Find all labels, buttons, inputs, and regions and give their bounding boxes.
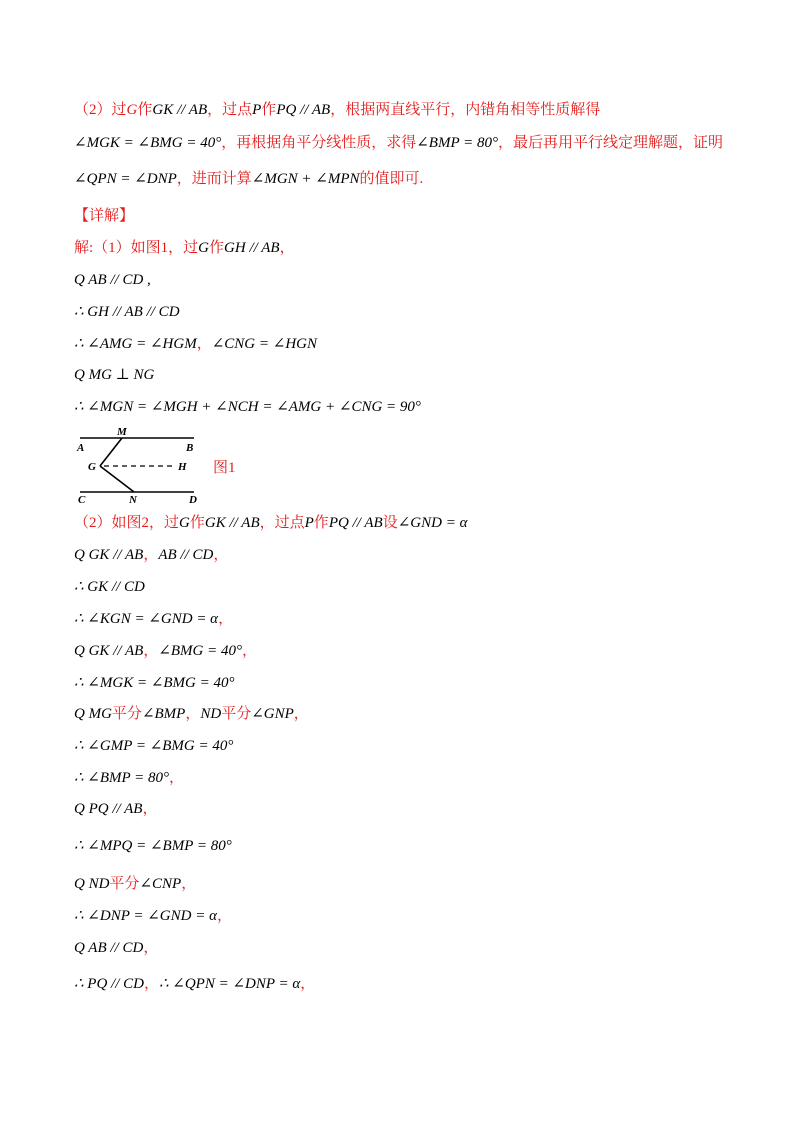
hint-text: ，过点	[207, 102, 253, 118]
solution-text: ，	[293, 706, 309, 722]
solution-text: 作	[209, 240, 225, 256]
math-expression: ∠MGK = ∠BMG = 40°	[74, 135, 222, 151]
solution-line-5: Q MG ⊥ NG	[74, 367, 155, 383]
hint-text: （2）过	[74, 102, 127, 118]
hint-text: ，再根据角平分线性质，求得	[221, 135, 417, 151]
hint-line-2	[74, 133, 723, 153]
solution-text: ，	[143, 976, 159, 992]
solution-part2-line-3: ∴ GK // CD	[74, 579, 145, 595]
solution-part2-line-13	[74, 906, 232, 926]
segment-gn	[100, 466, 134, 492]
solution-text: ，	[142, 801, 158, 817]
math-expression: ∴ ∠AMG = ∠HGM	[74, 336, 197, 352]
hint-text: 作	[261, 102, 277, 118]
solution-text: ，	[216, 908, 232, 924]
math-expression: Q PQ // AB	[74, 801, 143, 817]
solution-text: ，	[213, 547, 229, 563]
solution-part2-line-5	[74, 641, 257, 661]
solution-part2-line-1	[74, 513, 467, 533]
solution-part2-line-10	[74, 799, 157, 819]
solution-text: ，	[185, 706, 201, 722]
point-label: P	[252, 102, 262, 118]
math-expression: ∠BMP = 80°	[416, 135, 498, 151]
solution-part2-line-9	[74, 768, 184, 788]
segment-mg	[100, 438, 122, 466]
solution-part2-line-6: ∴ ∠MGK = ∠BMG = 40°	[74, 675, 235, 691]
hint-text: ，根据两直线平行，内错角相等性质解得	[330, 102, 601, 118]
math-expression: GH // AB	[224, 240, 280, 256]
solution-text: 解:（1）如图1，过	[74, 240, 199, 256]
math-expression: ∠GNP	[251, 706, 294, 722]
math-expression: ND	[200, 706, 222, 722]
solution-text: 作	[189, 515, 205, 531]
point-d-label: D	[189, 494, 197, 506]
math-expression: ∠BMG = 40°	[158, 643, 243, 659]
math-expression: Q MG	[74, 706, 112, 722]
point-n-label: N	[129, 494, 137, 506]
point-label: P	[304, 515, 314, 531]
hint-text: ，进而计算	[176, 171, 252, 187]
solution-text: ，	[279, 240, 295, 256]
math-expression: ∠MGN + ∠MPN	[251, 171, 360, 187]
math-expression: Q GK // AB	[74, 643, 144, 659]
solution-text: ，	[218, 611, 234, 627]
point-a-label: A	[77, 442, 85, 454]
math-expression: PQ // AB	[276, 102, 331, 118]
point-m-label: M	[117, 426, 127, 438]
math-expression: PQ // AB	[328, 515, 383, 531]
point-label: G	[126, 102, 138, 118]
solution-text: ，	[196, 336, 212, 352]
figure-1-caption: 图1	[213, 460, 236, 476]
solution-text: ，	[143, 547, 159, 563]
math-expression: ∴ ∠DNP = ∠GND = α	[74, 908, 217, 924]
solution-part2-line-2	[74, 545, 228, 565]
math-expression: ∠CNG = ∠HGN	[211, 336, 317, 352]
solution-text: ，过点	[259, 515, 305, 531]
solution-line-4	[74, 334, 317, 354]
hint-text: 的值即可.	[359, 171, 424, 187]
point-b-label: B	[186, 442, 194, 454]
math-expression: ∠BMP	[141, 706, 186, 722]
solution-text: ，	[143, 643, 159, 659]
solution-part2-line-8: ∴ ∠GMP = ∠BMG = 40°	[74, 738, 234, 754]
point-h-label: H	[178, 461, 187, 473]
hint-text: ，最后再用平行线定理解题，证明	[497, 135, 723, 151]
solution-part2-line-15	[74, 974, 315, 994]
solution-text: （2）如图2，过	[74, 515, 180, 531]
solution-text: ，	[300, 976, 316, 992]
solution-text: 平分	[221, 706, 252, 722]
solution-part2-line-12	[74, 874, 196, 894]
point-g-label: G	[88, 461, 96, 473]
math-expression: GK // AB	[204, 515, 260, 531]
solution-text: ，	[242, 643, 258, 659]
hint-line-3	[74, 169, 423, 189]
math-expression: ∠GND = α	[397, 515, 468, 531]
solution-text: 平分	[111, 706, 142, 722]
solution-line-2: Q AB // CD ,	[74, 272, 151, 288]
solution-line-1	[74, 238, 295, 258]
solution-line-3: ∴ GH // AB // CD	[74, 304, 180, 320]
point-label: G	[198, 240, 210, 256]
math-expression: Q AB // CD	[74, 940, 144, 956]
math-expression: Q ND	[74, 876, 110, 892]
math-expression: Q GK // AB	[74, 547, 144, 563]
math-expression: ∠QPN = ∠DNP	[74, 171, 177, 187]
detail-heading: 【详解】	[74, 208, 135, 224]
math-expression: ∠CNP	[139, 876, 182, 892]
hint-text: 作	[137, 102, 153, 118]
solution-text: ，	[169, 770, 185, 786]
solution-text: 平分	[109, 876, 140, 892]
math-expression: AB // CD	[158, 547, 214, 563]
math-expression: ∴ ∠BMP = 80°	[74, 770, 170, 786]
solution-part2-line-14	[74, 938, 158, 958]
solution-line-6: ∴ ∠MGN = ∠MGH + ∠NCH = ∠AMG + ∠CNG = 90°	[74, 399, 421, 415]
math-expression: ∴ PQ // CD	[74, 976, 144, 992]
hint-line-1	[74, 100, 600, 120]
math-expression: GK // AB	[152, 102, 208, 118]
solution-part2-line-11: ∴ ∠MPQ = ∠BMP = 80°	[74, 838, 232, 854]
solution-part2-line-4	[74, 609, 233, 629]
point-label: G	[179, 515, 190, 531]
math-expression: ∴ ∠KGN = ∠GND = α	[74, 611, 219, 627]
solution-text: 设	[382, 515, 398, 531]
point-c-label: C	[78, 494, 86, 506]
math-expression: ∴ ∠QPN = ∠DNP = α	[158, 976, 301, 992]
solution-text: ，	[143, 940, 159, 956]
solution-text: ，	[181, 876, 197, 892]
solution-text: 作	[313, 515, 329, 531]
solution-part2-line-7	[74, 704, 309, 724]
